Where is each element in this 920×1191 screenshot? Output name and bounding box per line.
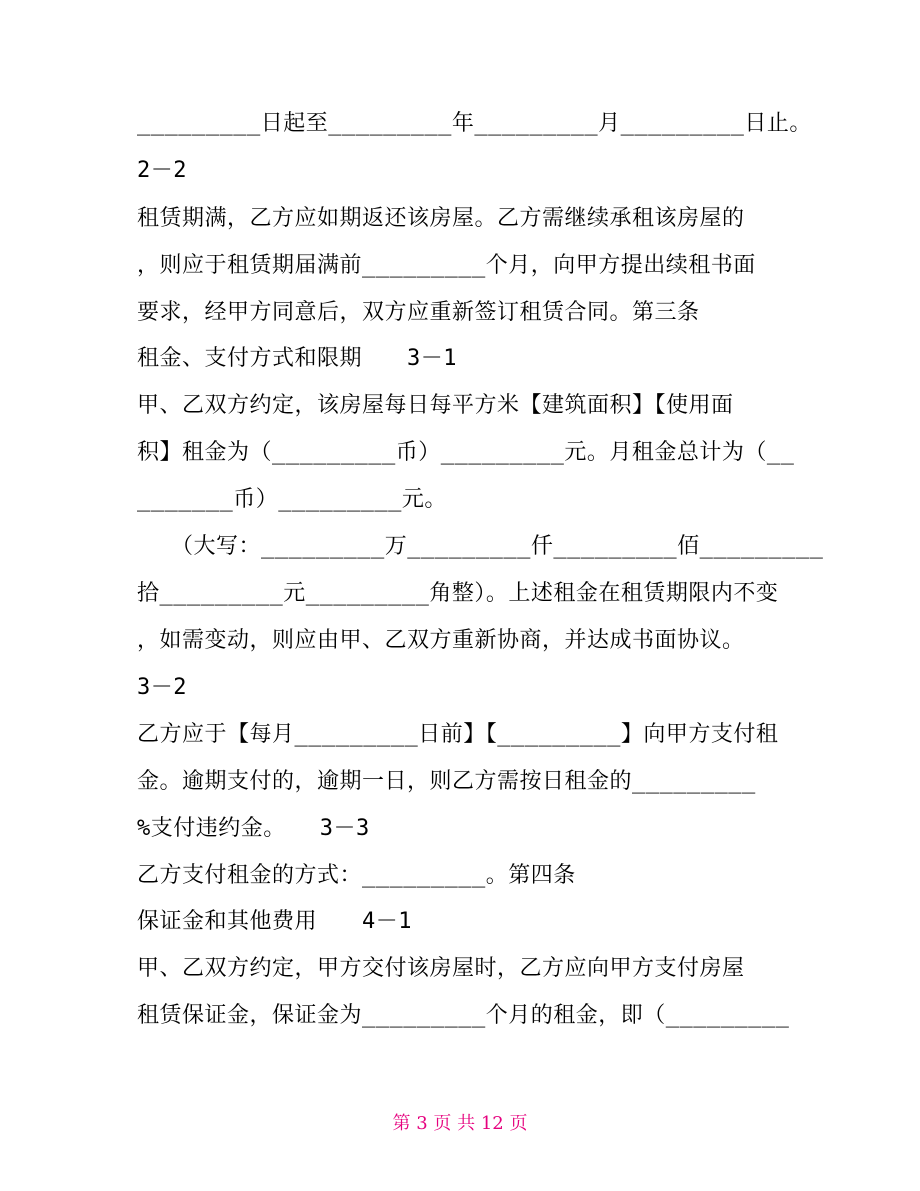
text-line: 乙方支付租金的方式：_________。第四条 xyxy=(137,863,576,888)
text-line: 拾_________元_________角整）。上述租金在租赁期限内不变 xyxy=(137,581,779,606)
text-line: %支付违约金。 3－3 xyxy=(137,816,370,841)
text-line: 乙方应于【每月_________日前】【_________】向甲方支付租 xyxy=(137,722,779,747)
text-line: （大写：_________万_________仟_________佰_________ xyxy=(137,534,824,559)
text-line: ，则应于租赁期届满前_________个月，向甲方提出续租书面 xyxy=(137,253,756,278)
text-line: 金。逾期支付的，逾期一日，则乙方需按日租金的_________ xyxy=(137,769,756,794)
text-line: ，如需变动，则应由甲、乙双方重新协商，并达成书面协议。 xyxy=(137,628,745,653)
text-line: _________日起至_________年_________月_________日止。 xyxy=(137,111,812,136)
text-line: 甲、乙双方约定，该房屋每日每平方米【建筑面积】【使用面 xyxy=(137,393,734,418)
text-line: 3－2 xyxy=(137,675,187,700)
text-line: 要求，经甲方同意后，双方应重新签订租赁合同。第三条 xyxy=(137,300,700,325)
text-line: 甲、乙双方约定，甲方交付该房屋时，乙方应向甲方支付房屋 xyxy=(137,956,745,981)
text-line: 租赁保证金，保证金为_________个月的租金，即（_________ xyxy=(137,1003,790,1028)
text-line: 租赁期满，乙方应如期返还该房屋。乙方需继续承租该房屋的 xyxy=(137,206,745,231)
text-line: 租金、支付方式和限期 3－1 xyxy=(137,346,457,371)
text-line: 2－2 xyxy=(137,158,187,183)
text-line: _______币）_________元。 xyxy=(137,487,447,512)
text-line: 积】租金为（_________币）_________元。月租金总计为（__ xyxy=(137,440,795,465)
text-line: 保证金和其他费用 4－1 xyxy=(137,909,412,934)
page-number-footer: 第 3 页 共 12 页 xyxy=(392,1113,528,1134)
